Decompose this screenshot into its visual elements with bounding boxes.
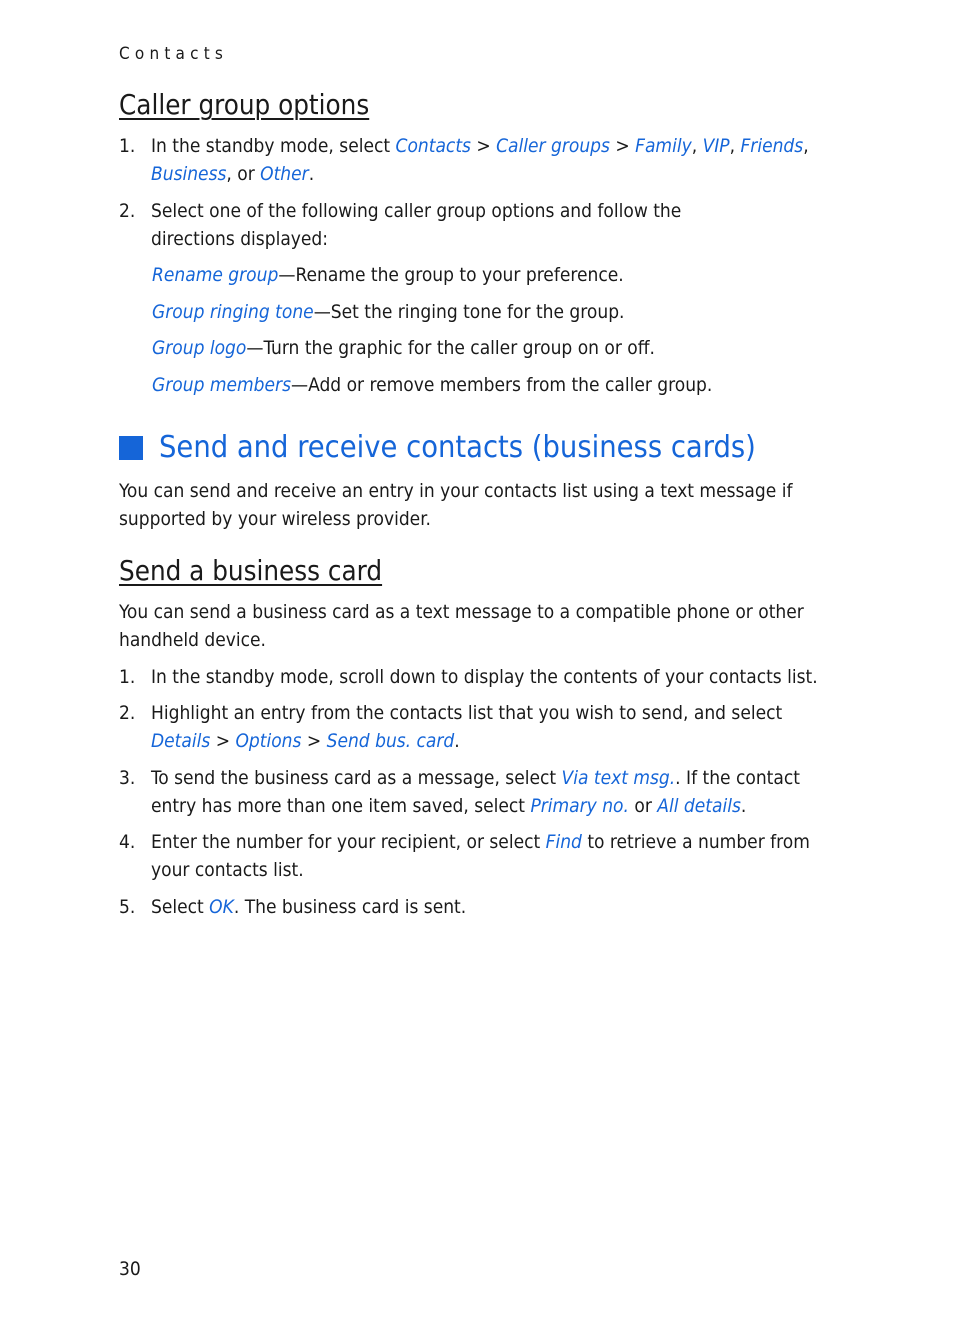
page-number: 30 (119, 1258, 141, 1280)
menu-via-text-msg[interactable]: Via text msg. (561, 767, 676, 789)
option-term[interactable]: Rename group (152, 264, 279, 286)
option-desc: —Add or remove members from the caller group. (290, 374, 713, 396)
option-rename-group (152, 261, 624, 289)
send-step-3: 3. To send the business card as a message, select Via text msg.. If the contact entry has more than one item saved, select Primary no. or All details. (119, 764, 839, 820)
send-step-1 (119, 663, 839, 691)
square-bullet-icon (119, 436, 143, 460)
menu-send-bus-card[interactable]: Send bus. card (326, 730, 455, 752)
step-text: Select (151, 896, 210, 918)
step-number: 4. (119, 831, 136, 853)
step-text: directions displayed: (151, 228, 329, 250)
send-receive-heading (119, 430, 756, 465)
menu-vip[interactable]: VIP (702, 135, 730, 157)
caller-step-2 (119, 197, 839, 253)
send-receive-intro: You can send and receive an entry in your contacts list using a text message if supported by your wireless provider. (119, 480, 793, 530)
send-business-card-heading: Send a business card (119, 555, 383, 587)
menu-friends[interactable]: Friends (740, 135, 804, 157)
step-number: 5. (119, 896, 136, 918)
menu-other[interactable]: Other (260, 163, 309, 185)
option-term[interactable]: Group logo (152, 337, 247, 359)
send-step-2: 2. Highlight an entry from the contacts list that you wish to send, and select Details > Options > Send bus. card. (119, 699, 839, 755)
option-group-logo (152, 334, 655, 362)
menu-caller-groups[interactable]: Caller groups (496, 135, 610, 157)
option-desc: —Set the ringing tone for the group. (313, 301, 625, 323)
menu-all-details[interactable]: All details (657, 795, 741, 817)
option-group-members (152, 371, 712, 399)
option-term[interactable]: Group ringing tone (152, 301, 314, 323)
menu-find[interactable]: Find (545, 831, 582, 853)
option-term[interactable]: Group members (152, 374, 291, 396)
step-number: 3. (119, 767, 136, 789)
option-group-ringing-tone (152, 298, 624, 326)
menu-contacts[interactable]: Contacts (395, 135, 471, 157)
menu-details[interactable]: Details (151, 730, 211, 752)
step-text: To send the business card as a message, select (151, 767, 562, 789)
running-header: Contacts (119, 44, 229, 64)
caller-group-options-heading: Caller group options (119, 89, 370, 121)
step-text: Highlight an entry from the contacts list that you wish to send, and select (151, 702, 783, 724)
step-number: 2. (119, 200, 136, 222)
menu-options[interactable]: Options (235, 730, 302, 752)
send-step-5: 5. Select OK. The business card is sent. (119, 893, 839, 921)
menu-primary-no[interactable]: Primary no. (530, 795, 629, 817)
menu-business[interactable]: Business (151, 163, 227, 185)
menu-ok[interactable]: OK (209, 896, 234, 918)
send-step-4: 4. Enter the number for your recipient, or select Find to retrieve a number from your contacts list. (119, 828, 839, 884)
step-number: 1. (119, 135, 136, 157)
caller-step-1: 1. In the standby mode, select Contacts > Caller groups > Family, VIP, Friends, Business, or Other. (119, 132, 839, 188)
option-desc: —Turn the graphic for the caller group on or off. (246, 337, 655, 359)
step-text: In the standby mode, select (151, 135, 396, 157)
option-desc: —Rename the group to your preference. (278, 264, 624, 286)
step-text: Enter the number for your recipient, or select (151, 831, 546, 853)
send-card-intro: You can send a business card as a text message to a compatible phone or other handheld device. (119, 601, 804, 651)
section-title: Send and receive contacts (business cards) (159, 430, 756, 465)
step-text: In the standby mode, scroll down to display the contents of your contacts list. (151, 666, 818, 688)
menu-family[interactable]: Family (635, 135, 692, 157)
step-number: 1. (119, 666, 136, 688)
step-text: Select one of the following caller group options and follow the (151, 200, 682, 222)
step-number: 2. (119, 702, 136, 724)
